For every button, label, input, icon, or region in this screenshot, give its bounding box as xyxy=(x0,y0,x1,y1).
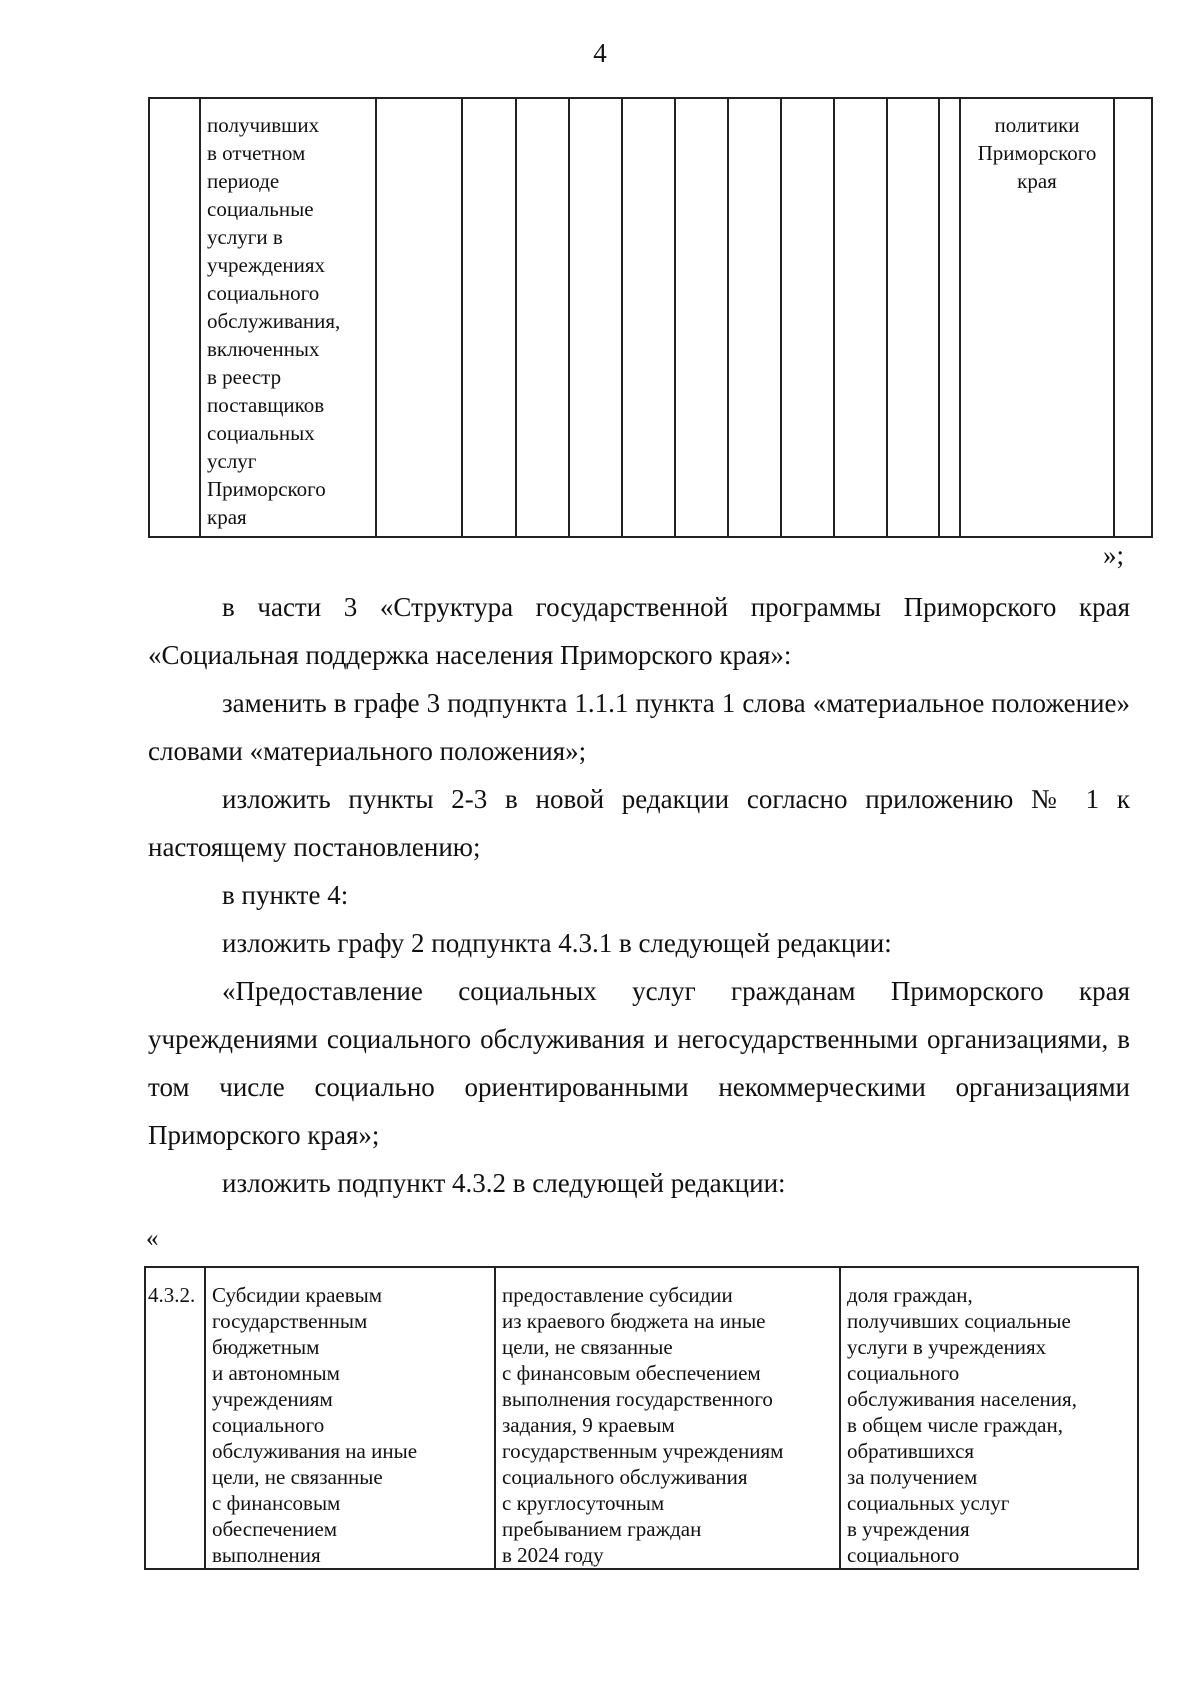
table1-cell-empty xyxy=(781,98,834,537)
indicator-table-continuation xyxy=(148,97,1153,538)
subpoint-table xyxy=(144,1266,1139,1570)
paragraph-part3: в части 3 «Структура государственной программы Приморского края «Социальная поддержка населения Приморского края»: xyxy=(148,592,1130,670)
table1-cell-empty xyxy=(569,98,622,537)
table1-cell-empty xyxy=(728,98,781,537)
table2-indicator: доля граждан, получивших социальные услуги в учреждениях социального обслуживания населения, в общем числе граждан, обратившихся за получением социальных услуг в учреждения социального xyxy=(840,1267,1138,1569)
table1-cell-number xyxy=(149,98,200,537)
table1-indicator-text: получивших в отчетном периоде социальные услуги в учреждениях социального обслуживания, включенных в реестр поставщиков социальных услуг Приморского края xyxy=(207,113,341,529)
paragraph-points-2-3: изложить пункты 2-3 в новой редакции согласно приложению № 1 к настоящему постановлению; xyxy=(148,784,1130,862)
paragraph-point-4: в пункте 4: xyxy=(222,880,349,910)
paragraph-subpoint-4-3-2: изложить подпункт 4.3.2 в следующей редакции: xyxy=(222,1168,786,1198)
table1-cell-responsible xyxy=(960,98,1114,537)
paragraph-replace-words: заменить в графе 3 подпункта 1.1.1 пункта 1 слова «материальное положение» словами «материального положения»; xyxy=(148,688,1130,766)
table1-cell-empty xyxy=(939,98,960,537)
opening-quote: « xyxy=(146,1225,159,1252)
paragraph-quote-text: «Предоставление социальных услуг гражданам Приморского края учреждениями социального обслуживания и негосударственными организациями, в том числе социально ориентированными некоммерческими организациями Приморского края»; xyxy=(148,976,1130,1150)
table1-responsible-text: политики Приморского края xyxy=(977,113,1097,193)
page-number: 4 xyxy=(593,38,607,68)
table1-cell-empty xyxy=(675,98,728,537)
table1-cell-empty xyxy=(887,98,939,537)
table1-cell-empty xyxy=(1114,98,1152,537)
closing-quote: »; xyxy=(1103,540,1125,570)
table1-cell-empty xyxy=(622,98,675,537)
table1-cell-empty xyxy=(834,98,887,537)
table1-cell-empty xyxy=(516,98,569,537)
table2-measure-name: Субсидии краевым государственным бюджетным и автономным учреждениям социального обслуживания на иные цели, не связанные с финансовым обеспечением выполнения xyxy=(205,1267,495,1569)
table1-cell-empty xyxy=(376,98,462,537)
paragraph-column-2: изложить графу 2 подпункта 4.3.1 в следующей редакции: xyxy=(222,928,892,958)
table1-cell-indicator xyxy=(200,98,376,537)
table2-number: 4.3.2. xyxy=(145,1267,205,1569)
table1-cell-empty xyxy=(462,98,516,537)
table2-description: предоставление субсидии из краевого бюджета на иные цели, не связанные с финансовым обеспечением выполнения государственного задания, 9 краевым государственным учреждениям социального обслуживания с круглосуточным пребыванием граждан в 2024 году xyxy=(495,1267,840,1569)
